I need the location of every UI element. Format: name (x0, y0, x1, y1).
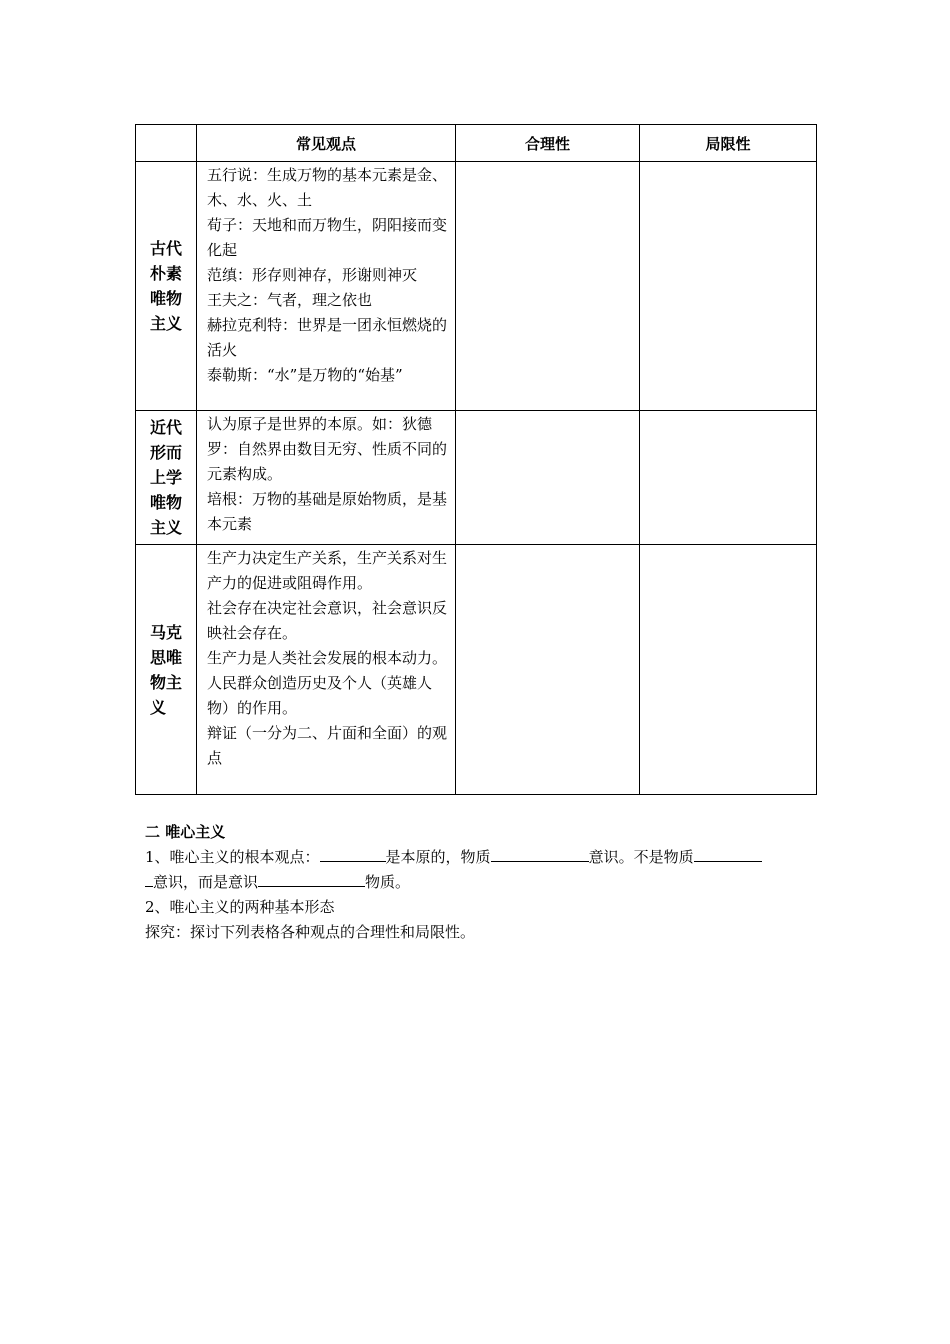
view-text: 荀子：天地和而万物生，阴阳接而变化起 (207, 216, 448, 259)
question-1: 1、唯心主义的根本观点： 是本原的，物质 意识。不是物质 意识，而是意识 物质。 (145, 845, 815, 895)
views-cell (197, 411, 456, 545)
view-text: 人民群众创造历史及个人（英雄人物）的作用。 (207, 674, 433, 717)
view-text: 赫拉克利特：世界是一团永恒燃烧的活火 (207, 316, 448, 359)
header-cell-empty (136, 125, 197, 162)
idealism-section (145, 820, 815, 945)
view-text: 泰勒斯：“水”是万物的“始基” (207, 366, 403, 384)
question-2: 2、唯心主义的两种基本形态 (145, 898, 335, 916)
view-text: 五行说：生成万物的基本元素是金、木、水、火、土 (207, 166, 448, 209)
section-title: 二 唯心主义 (145, 823, 226, 841)
table-row (136, 162, 817, 411)
fill-blank[interactable] (491, 847, 589, 862)
header-common-views: 常见观点 (197, 125, 456, 162)
header-limitations: 局限性 (640, 125, 817, 162)
rationality-cell[interactable] (456, 162, 640, 411)
view-text: 王夫之：气者，理之依也 (207, 291, 373, 309)
header-rationality: 合理性 (456, 125, 640, 162)
limitations-cell[interactable] (640, 411, 817, 545)
rationality-cell[interactable] (456, 411, 640, 545)
table-header-row (136, 125, 817, 162)
view-text: 生产力是人类社会发展的根本动力。 (207, 649, 448, 667)
limitations-cell[interactable] (640, 545, 817, 795)
view-text: 社会存在决定社会意识，社会意识反映社会存在。 (207, 599, 448, 642)
view-text: 辩证（一分为二、片面和全面）的观点 (207, 724, 448, 767)
fill-blank[interactable] (320, 847, 386, 862)
view-text: 认为原子是世界的本原。如：狄德罗：自然界由数目无穷、性质不同的元素构成。 (207, 415, 448, 483)
view-text: 生产力决定生产关系，生产关系对生产力的促进或阻碍作用。 (207, 549, 448, 592)
view-text: 培根：万物的基础是原始物质，是基本元素 (207, 490, 448, 533)
row-label: 马克思唯物主义 (136, 545, 197, 795)
limitations-cell[interactable] (640, 162, 817, 411)
explore-text: 探究：探讨下列表格各种观点的合理性和局限性。 (145, 923, 476, 941)
materialism-table (135, 124, 817, 795)
row-label: 古代朴素唯物主义 (136, 162, 197, 411)
fill-blank[interactable] (694, 847, 762, 862)
fill-blank[interactable] (145, 872, 153, 887)
row-label: 近代形而上学唯物主义 (136, 411, 197, 545)
table-row (136, 545, 817, 795)
table-row (136, 411, 817, 545)
view-text: 范缜：形存则神存，形谢则神灭 (207, 266, 418, 284)
rationality-cell[interactable] (456, 545, 640, 795)
views-cell (197, 162, 456, 411)
fill-blank[interactable] (258, 872, 365, 887)
views-cell (197, 545, 456, 795)
